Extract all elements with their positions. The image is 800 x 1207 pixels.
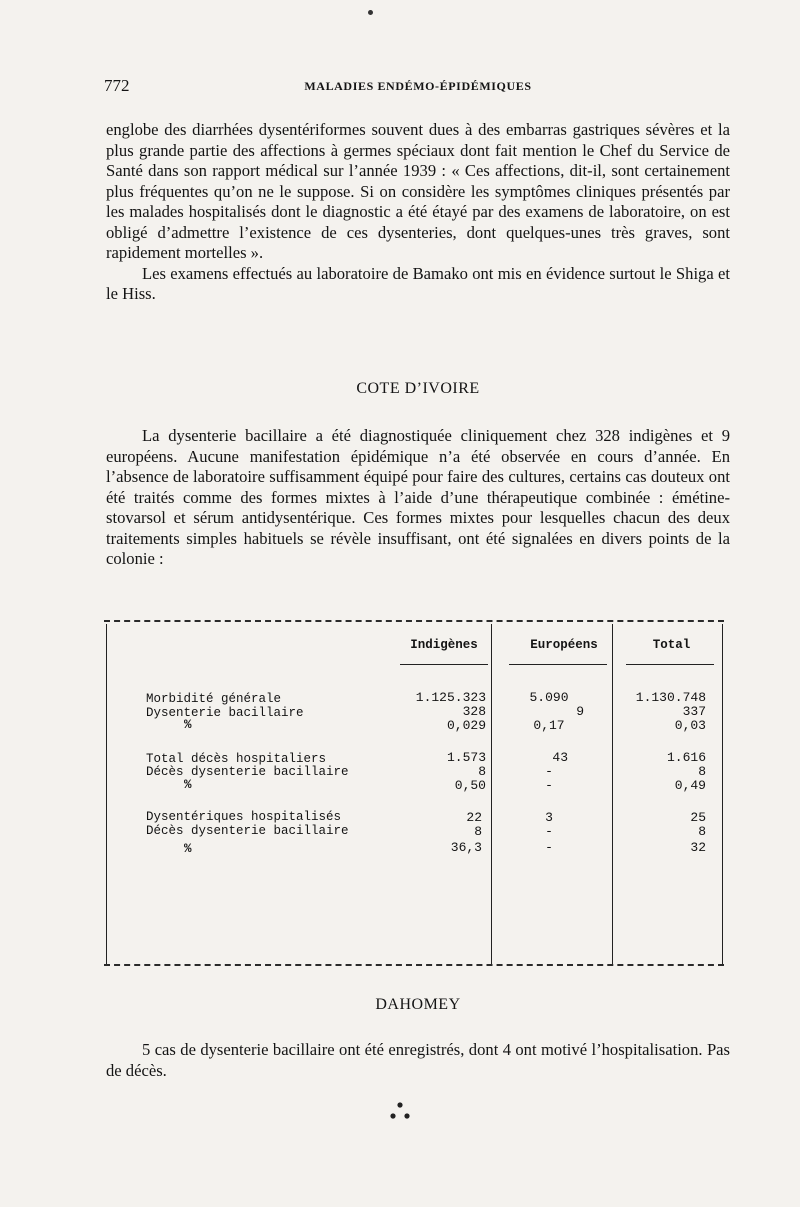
cell-europeens: 3 [545, 810, 553, 825]
header-underline-indigenes [400, 664, 488, 665]
cell-indigenes: 1.125.323 [415, 690, 486, 705]
page-speck [368, 10, 373, 15]
cell-indigenes: 36,3 [450, 840, 482, 855]
table-left-border [106, 624, 107, 964]
row-label: Dysenterie bacillaire [146, 706, 304, 720]
cell-total: 0,49 [674, 778, 706, 793]
table-top-rule [104, 620, 724, 624]
cell-indigenes: 0,029 [446, 718, 486, 733]
cell-europeens: - [545, 840, 553, 855]
cell-total: 337 [682, 704, 706, 719]
column-header-indigenes: Indigènes [410, 638, 478, 652]
cell-europeens: 5.090 [529, 690, 569, 705]
statistics-table [104, 614, 724, 974]
column-divider-2 [612, 624, 613, 964]
row-label: Morbidité générale [146, 692, 282, 706]
cell-total: 32 [690, 840, 706, 855]
cell-europeens: - [545, 824, 553, 839]
intro-text [106, 120, 730, 305]
cell-indigenes: 1.573 [446, 750, 486, 765]
dahomey-paragraph: 5 cas de dysenterie bacillaire ont été enregistrés, dont 4 ont motivé l’hospitalisation. Pas de décès. [106, 1040, 730, 1080]
cell-total: 1.616 [666, 750, 706, 765]
cote-divoire-text [106, 426, 730, 570]
cell-europeens: 43 [552, 750, 568, 765]
cell-total: 25 [690, 810, 706, 825]
row-label: Dysentériques hospitalisés [146, 810, 342, 824]
cell-europeens: - [545, 778, 553, 793]
running-header [104, 76, 732, 100]
running-title: MALADIES ENDÉMO-ÉPIDÉMIQUES [304, 79, 532, 93]
cell-indigenes: 8 [474, 824, 482, 839]
dahomey-text [106, 1040, 730, 1081]
asterism-ornament-icon [385, 1100, 415, 1122]
cell-europeens: 9 [576, 704, 584, 719]
cote-divoire-paragraph: La dysenterie bacillaire a été diagnostiquée cliniquement chez 328 indigènes et 9 européens. Aucune manifestation épidémique n’a été observée en cours d’année. En l’absence de laboratoire suffisamment équipé pour faire des cultures, certains cas douteux ont été traités comme des formes mixtes à l’aide d’une thérapeutique combinée : émétine-stovarsol et sérum antidysentérique. Ces formes mixtes pour lesquelles chacun des deux traitements simples habituels se révèle insuffisant, ont été signalées en divers points de la colonie : [106, 426, 730, 568]
section-title-dahomey: DAHOMEY [375, 996, 461, 1013]
row-label-percent: % [184, 778, 192, 792]
row-label: Décès dysenterie bacillaire [146, 765, 349, 779]
cell-total: 8 [698, 764, 706, 779]
cell-europeens: - [545, 764, 553, 779]
cell-total: 1.130.748 [635, 690, 706, 705]
intro-paragraph-2: Les examens effectués au laboratoire de Bamako ont mis en évidence surtout le Shiga et le Hiss. [106, 263, 730, 303]
cell-indigenes: 22 [466, 810, 482, 825]
cell-europeens: 0,17 [533, 718, 565, 733]
intro-paragraph-1: englobe des diarrhées dysentériformes souvent dues à des embarras gastriques sévères et la plus grande partie des affections à germes spéciaux dont fait mention le Chef du Service de Santé dans son rapport médical sur l’année 1939 : « Ces affections, dit-il, sont certainement plus fréquentes qu’on ne le suppose. Si on considère les symptômes cliniques présentés par les malades hospitalisés dont le diagnostic a été étayé par des examens de laboratoire, on est obligé d’admettre l’existence de ces dysenteries, dont quelques-unes très graves, sont rapidement mortelles ». [106, 120, 730, 262]
page-number: 772 [104, 76, 130, 95]
table-bottom-rule [104, 964, 724, 968]
cell-total: 0,03 [674, 718, 706, 733]
cell-total: 8 [698, 824, 706, 839]
cell-indigenes: 0,50 [454, 778, 486, 793]
cell-indigenes: 328 [462, 704, 486, 719]
section-title-cote-divoire: COTE D’IVOIRE [356, 380, 480, 397]
column-divider-1 [491, 624, 492, 964]
row-label-percent: % [184, 842, 192, 856]
header-underline-total [626, 664, 714, 665]
row-label: Décès dysenterie bacillaire [146, 824, 349, 838]
table-right-border [722, 624, 723, 964]
row-label: Total décès hospitaliers [146, 752, 327, 766]
header-underline-europeens [509, 664, 607, 665]
column-header-total: Total [652, 638, 691, 652]
cell-indigenes: 8 [478, 764, 486, 779]
row-label-percent: % [184, 718, 192, 732]
column-header-europeens: Européens [530, 638, 598, 652]
